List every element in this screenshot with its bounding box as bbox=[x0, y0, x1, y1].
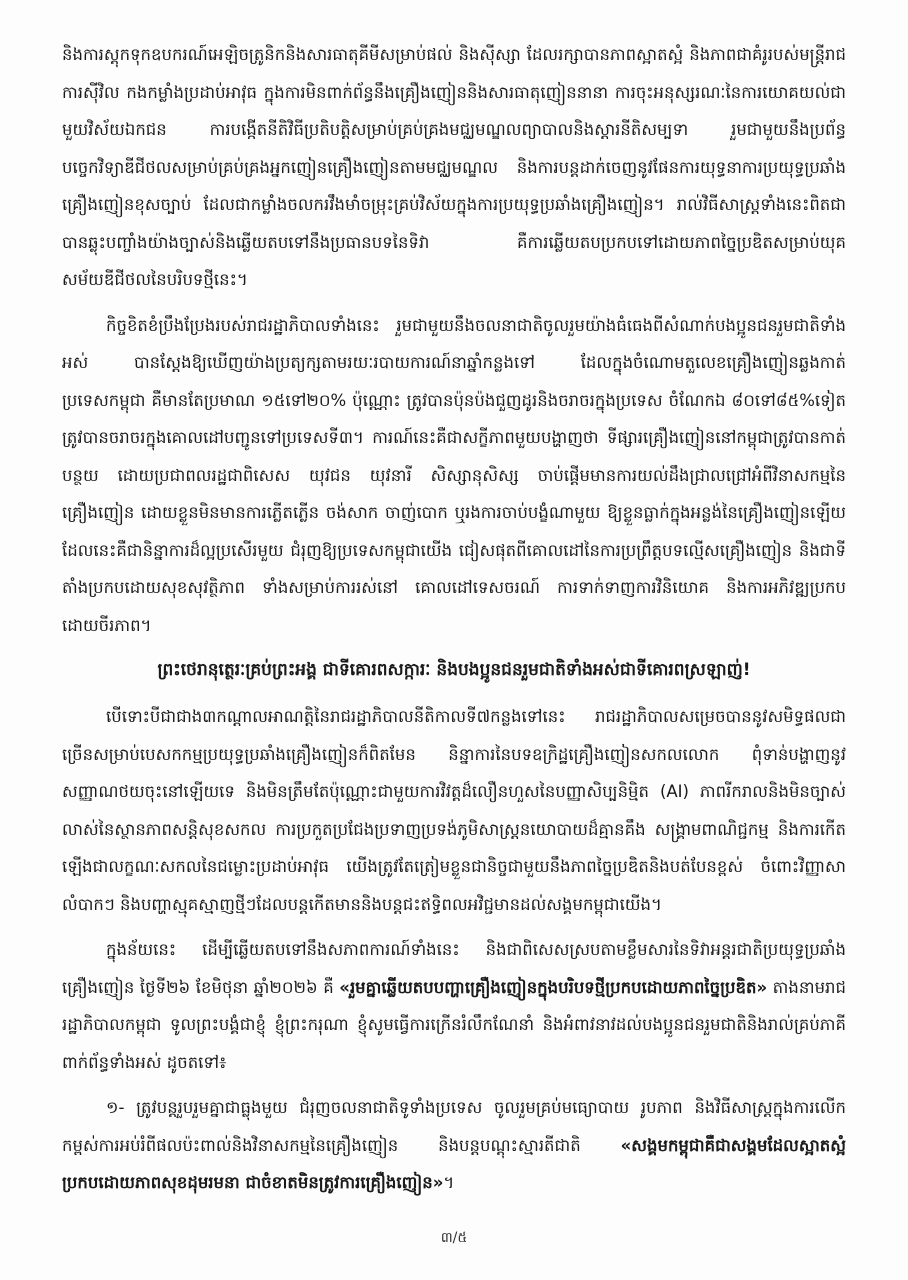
paragraph-5-outro: ។ bbox=[443, 1173, 455, 1192]
paragraph-4 bbox=[62, 931, 846, 1081]
paragraph-4-outro: តាងនាមរាជរដ្ឋាភិបាលកម្ពុជា ទូលព្រះបង្គំជាខ្ញុំ ខ្ញុំព្រះករុណា ខ្ញុំសូមធ្វើការក្រើនរំលឹកណែនាំ និងអំពាវនាវដល់បងប្អូនជនរួមជាតិនិងរាល់គ្រប់ភាគីពាក់ព័ន្ធទាំងអស់ ដូចតទៅ៖ bbox=[62, 977, 846, 1072]
paragraph-5 bbox=[62, 1089, 846, 1202]
national-slogan: «សង្គមកម្ពុជាគឺជាសង្គមដែលស្អាតស្អំប្រកបដោយភាពសុខដុមរមនា ជាចំខាតមិនត្រូវការគ្រឿងញៀន» bbox=[62, 1135, 846, 1192]
day-theme: «រួមគ្នាឆ្លើយតបបញ្ហាគ្រឿងញៀនក្នុងបរិបទថ្មីប្រកបដោយភាពច្នៃប្រឌិត» bbox=[339, 977, 768, 997]
paragraph-2: កិច្ចខិតខំប្រឹងប្រែងរបស់រាជរដ្ឋាភិបាលទាំងនេះ រួមជាមួយនឹងចលនាជាតិចូលរួមយ៉ាងធំធេងពីសំណាក់បងប្អូនជនរួមជាតិទាំងអស់ បានស្តែងឱ្យឃើញយ៉ាងប្រត្យក្សតាមរយៈរបាយការណ៍នាឆ្នាំកន្លងទៅ ដែលក្នុងចំណោមតួលេខគ្រឿងញៀនឆ្លងកាត់ប្រទេសកម្ពុជា គឺមានតែប្រមាណ ១៥ទៅ២០% ប៉ុណ្ណោះ ត្រូវបានប៉ុនប៉ងជួញដូរនិងចរាចរក្នុងប្រទេស ចំណែកឯ ៨០ទៅ៨៥%ទៀត ត្រូវបានចរាចរក្នុងគោលដៅបញ្ជូនទៅប្រទេសទី៣។ ការណ៍នេះគឺជាសក្ខីភាពមួយបង្ហាញថា ទីផ្សារគ្រឿងញៀននៅកម្ពុជាត្រូវបានកាត់បន្ថយ ដោយប្រជាពលរដ្ឋជាពិសេស យុវជន យុវនារី សិស្សានុសិស្ស ចាប់ផ្តើមមានការយល់ដឹងជ្រាលជ្រៅអំពីវិនាសកម្មនៃគ្រឿងញៀន ដោយខ្លួនមិនមានការភ្លើតភ្លើន ចង់សាក ចាញ់បោក ឬរងការចាប់បង្ខំណាមួយ ឱ្យខ្លួនធ្លាក់ក្នុងអន្លង់នៃគ្រឿងញៀនឡើយ ដែលនេះគឺជានិន្នាការដ៏ល្អប្រសើរមួយ ជំរុញឱ្យប្រទេសកម្ពុជាយើង ជៀសផុតពីគោលដៅនៃការប្រព្រឹត្តបទល្មើសគ្រឿងញៀន និងជាទីតាំងប្រកបដោយសុខសុវត្ថិភាព ទាំងសម្រាប់ការរស់នៅ គោលដៅទេសចរណ៍ ការទាក់ទាញការវិនិយោគ និងការអភិវឌ្ឍប្រកបដោយចីរភាព។ bbox=[62, 315, 846, 635]
paragraph-4-intro: ក្នុងន័យនេះ ដើម្បីឆ្លើយតបទៅនឹងសភាពការណ៍ទាំងនេះ និងជាពិសេសស្របតាមខ្លឹមសារនៃទិវាអន្តរជាតិប្រយុទ្ធប្រឆាំងគ្រឿងញៀន ថ្ងៃទី២៦ ខែមិថុនា ឆ្នាំ២០២៦ គឺ bbox=[62, 940, 846, 997]
paragraph-5-intro: ១- ត្រូវបន្តរួបរួមគ្នាជាធ្លុងមួយ ជំរុញចលនាជាតិទូទាំងប្រទេស ចូលរួមគ្រប់មធ្យោបាយ រូបភាព និងវិធីសាស្ត្រក្នុងការលើកកម្ពស់ការអប់រំពីផលប៉ះពាល់និងវិនាសកម្មនៃគ្រឿងញៀន និងបន្តបណ្តុះស្មារតីជាតិ bbox=[62, 1098, 846, 1155]
salutation-heading: ព្រះថេរានុត្ថេរៈគ្រប់ព្រះអង្គ ជាទីគោរពសក្ការៈ និងបងប្អូនជនរួមជាតិទាំងអស់ជាទីគោរពស្រឡាញ់! bbox=[157, 660, 751, 680]
paragraph-3: បើទោះបីជាជាង៣កណ្តាលអាណត្តិនៃរាជរដ្ឋាភិបាលនីតិកាលទី៧កន្លងទៅនេះ រាជរដ្ឋាភិបាលសម្រេចបាននូវសមិទ្ធផលជាច្រើនសម្រាប់បេសកកម្មប្រយុទ្ធប្រឆាំងគ្រឿងញៀនក៏ពិតមែន និន្នាការនៃបទឧក្រិដ្ឋគ្រឿងញៀនសកលលោក ពុំទាន់បង្ហាញនូវសញ្ញាណថយចុះនៅឡើយទេ និងមិនត្រឹមតែប៉ុណ្ណោះជាមួយការវិវត្តដ៏លឿនហួសនៃបញ្ញាសិប្បនិម្មិត (AI) ភាពរីករាលនិងមិនច្បាស់លាស់នៃស្ថានភាពសន្តិសុខសកល ការប្រកួតប្រជែងប្រទាញប្រទង់ភូមិសាស្ត្រនយោបាយដ៏គ្មានគឹង សង្គ្រាមពាណិជ្ជកម្ម និងការកើតឡើងជាលក្ខណៈសកលនៃជម្លោះប្រដាប់អាវុធ យើងត្រូវតែត្រៀមខ្លួនជានិច្ចជាមួយនឹងភាពច្នៃប្រឌិតនិងបត់បែនខ្ពស់ ចំពោះវិញ្ញាសាលំបាកៗ និងបញ្ហាស្មុគស្មាញថ្មីៗដែលបន្តកើតមាននិងបន្តជះឥទ្ធិពលអវិជ្ជមានដល់សង្គមកម្ពុជាយើង។ bbox=[62, 707, 846, 914]
page-number: ៣/៥ bbox=[440, 1230, 468, 1246]
paragraph-1: និងការស្តុកទុកឧបករណ៍អេឡិចត្រូនិកនិងសារធាតុគីមីសម្រាប់ផល់ និងស៊ីស្សា ដែលរក្សាបានភាពស្អាតស្អំ និងភាពជាគំរូរបស់មន្ត្រីរាជការស៊ីវិល កងកម្លាំងប្រដាប់អាវុធ ក្នុងការមិនពាក់ព័ន្ធនឹងគ្រឿងញៀននិងសារធាតុញៀននានា ការចុះអនុស្សរណៈនៃការយោគយល់ជាមួយវិស័យឯកជន ការបង្កើតនីតិវិធីប្រតិបត្តិសម្រាប់គ្រប់គ្រងមជ្ឈមណ្ឌលព្យាបាលនិងស្តារនីតិសម្បទា រួមជាមួយនឹងប្រព័ន្ធបច្ចេកវិទ្យាឌីជីថលសម្រាប់គ្រប់គ្រងអ្នកញៀនគ្រឿងញៀនតាមមជ្ឈមណ្ឌល និងការបន្តដាក់ចេញនូវផែនការយុទ្ធនាការប្រយុទ្ធប្រឆាំងគ្រឿងញៀនខុសច្បាប់ ដែលជាកម្លាំងចលករវឹងមាំចម្រុះគ្រប់វិស័យក្នុងការប្រយុទ្ធប្រឆាំងគ្រឿងញៀន។ រាល់វិធីសាស្ត្រទាំងនេះពិតជាបានឆ្លុះបញ្ចាំងយ៉ាងច្បាស់និងឆ្លើយតបទៅនឹងប្រធានបទនៃទិវា គឺការឆ្លើយតបប្រកបទៅដោយភាពច្នៃប្រឌិតសម្រាប់យុគសម័យឌីជីថលនៃបរិបទថ្មីនេះ។ bbox=[62, 45, 846, 289]
